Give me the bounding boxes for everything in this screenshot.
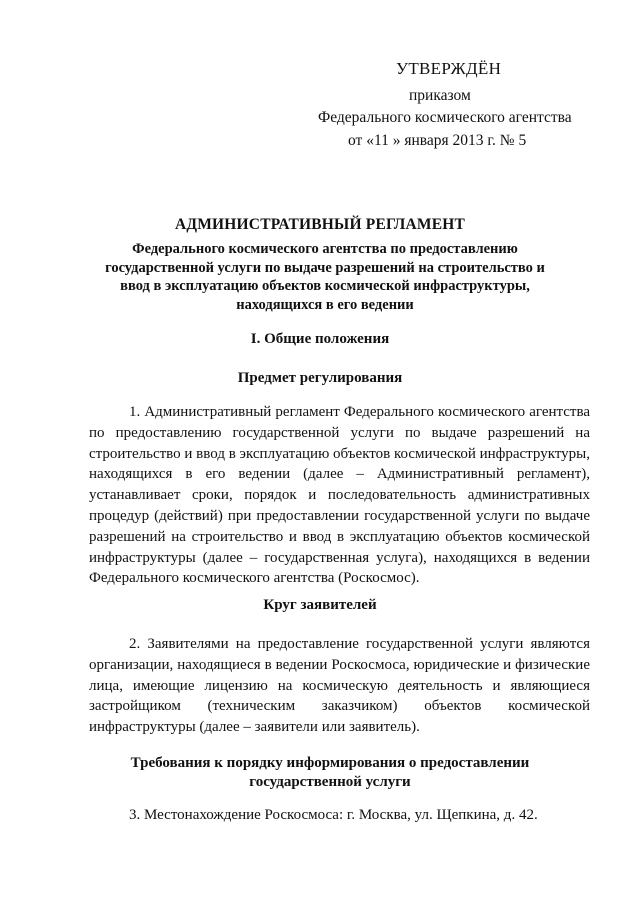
subsection-heading-subject: Предмет регулирования [237, 370, 403, 386]
approval-order-label: приказом [409, 87, 471, 104]
subsection-heading-applicants: Круг заявителей [263, 597, 377, 613]
document-title: АДМИНИСТРАТИВНЫЙ РЕГЛАМЕНТ [174, 216, 466, 233]
paragraph-2: 2. Заявителями на предоставление государственной услуги являются организации, находящиеся в ведении Роскосмоса, юридические и физические лица, имеющие лицензию на космическую деятельность и являющиеся застройщиком (техническим заказчиком) объектов космической инфраструктуры (далее – заявители или заявитель). [89, 636, 590, 736]
paragraph-1: 1. Административный регламент Федерального космического агентства по предоставлению государственной услуги по выдаче разрешений на строительство и ввод в эксплуатацию объектов космической инфраструктуры, находящихся в его ведении (далее – Административный регламент), устанавливает сроки, порядок и последовательность административных процедур (действий) при предоставлении государственной услуги по выдаче разрешений на строительство и ввод в эксплуатацию объектов космической инфраструктуры (далее – государственная услуга), находящихся в ведении Федерального космического агентства (Роскосмос). [89, 404, 590, 587]
approval-agency: Федерального космического агентства [318, 109, 572, 126]
approval-date-number: от «11 » января 2013 г. № 5 [348, 132, 527, 149]
document-subtitle: Федерального космического агентства по предоставлению государственной услуги по выдаче разрешений на строительство и ввод в эксплуатацию объектов космической инфраструктуры, находящихся в его ведении [105, 241, 545, 313]
subsection-heading-requirements: Требования к порядку информирования о предоставлении государственной услуги [130, 755, 530, 790]
approval-title: УТВЕРЖДЁН [396, 59, 502, 78]
paragraph-3: 3. Местонахождение Роскосмоса: г. Москва, ул. Щепкина, д. 42. [129, 807, 538, 823]
section-heading-general: I. Общие положения [250, 331, 390, 347]
